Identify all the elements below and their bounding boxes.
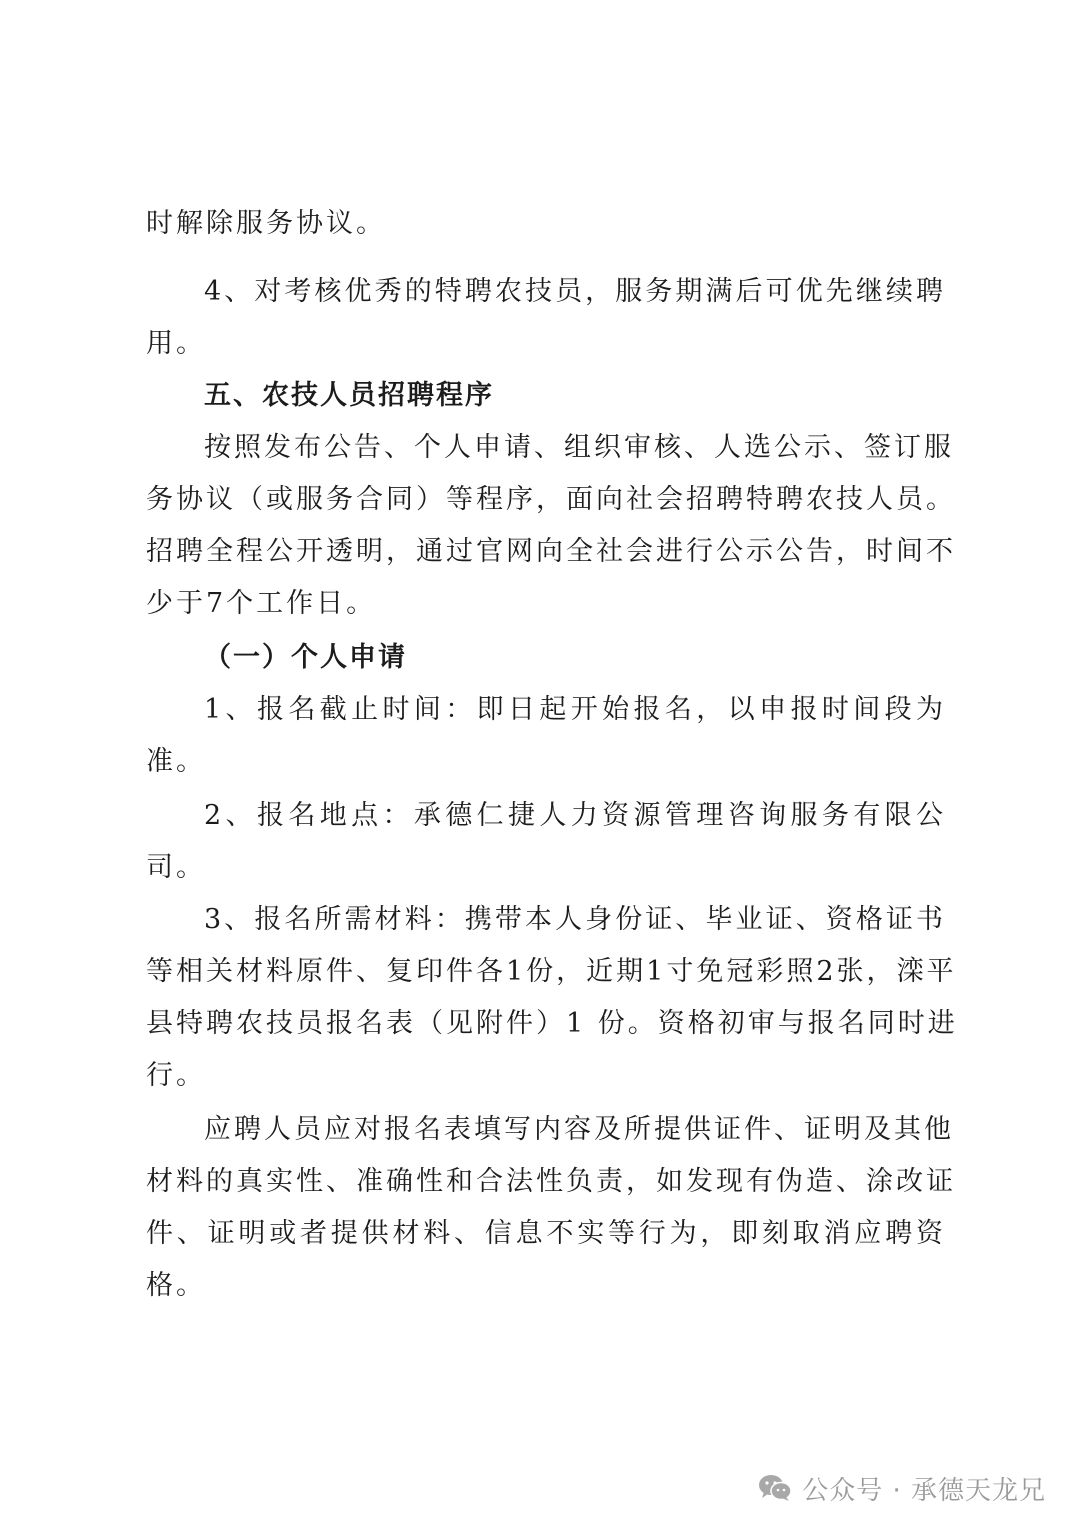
paragraph-line: 应聘人员应对报名表填写内容及所提供证件、证明及其他 — [204, 1114, 954, 1145]
paragraph-line: 少于7个工作日。 — [146, 588, 377, 619]
paragraph-line: 件、证明或者提供材料、信息不实等行为，即刻取消应聘资 — [146, 1218, 946, 1249]
wechat-icon — [758, 1473, 792, 1503]
paragraph-line: 按照发布公告、个人申请、组织审核、人选公示、签订服 — [204, 432, 954, 463]
paragraph-line: 务协议（或服务合同）等程序，面向社会招聘特聘农技人员。 — [146, 484, 956, 515]
paragraph-line: 材料的真实性、准确性和合法性负责，如发现有伪造、涂改证 — [146, 1166, 956, 1197]
paragraph-line: 格。 — [146, 1270, 206, 1301]
paragraph-line: 4、对考核优秀的特聘农技员，服务期满后可优先继续聘 — [204, 276, 946, 307]
subsection-heading: （一）个人申请 — [204, 642, 407, 673]
paragraph-line: 行。 — [146, 1060, 206, 1091]
section-heading: 五、农技人员招聘程序 — [204, 380, 494, 411]
paragraph-line: 1、报名截止时间：即日起开始报名，以申报时间段为 — [204, 694, 946, 725]
paragraph-line: 用。 — [146, 328, 206, 359]
paragraph-line: 等相关材料原件、复印件各1份，近期1寸免冠彩照2张，滦平 — [146, 956, 957, 987]
paragraph-line: 招聘全程公开透明，通过官网向全社会进行公示公告，时间不 — [146, 536, 956, 567]
wechat-watermark — [758, 1468, 1046, 1508]
paragraph-line: 时解除服务协议。 — [146, 208, 386, 239]
paragraph-line: 司。 — [146, 852, 206, 883]
paragraph-line: 3、报名所需材料：携带本人身份证、毕业证、资格证书 — [204, 904, 946, 935]
paragraph-line: 准。 — [146, 746, 206, 777]
paragraph-line: 县特聘农技员报名表（见附件）1 份。资格初审与报名同时进 — [146, 1008, 958, 1039]
paragraph-line: 2、报名地点：承德仁捷人力资源管理咨询服务有限公 — [204, 800, 946, 831]
watermark-text: 公众号 · 承德天龙兄 — [802, 1475, 1046, 1506]
